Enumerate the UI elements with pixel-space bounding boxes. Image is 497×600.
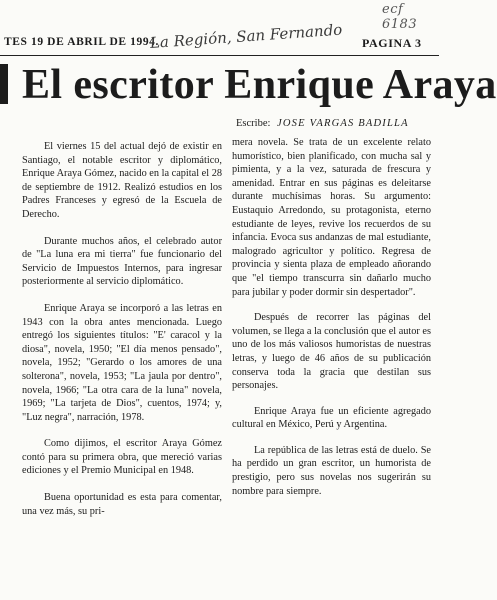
paragraph: Durante muchos años, el celebrado autor de "La luna era mi tierra" fue funcionario del Servicio de Impuestos Internos, para ingresar posteriormente al servicio diplomático. bbox=[22, 235, 222, 288]
byline bbox=[236, 118, 409, 129]
handwritten-source-note: La Región, San Fernando bbox=[149, 20, 343, 52]
byline-prefix: Escribe: bbox=[236, 118, 271, 129]
paragraph: Como dijimos, el escritor Araya Gómez contó para su primera obra, que mereció varias ediciones y el Premio Municipal en 1948. bbox=[22, 438, 222, 477]
left-column bbox=[22, 140, 222, 518]
paragraph: La república de las letras está de duelo. Se ha perdido un gran escritor, un humorista de prestigio, pero sus novelas nos sugerirán su nombre para siempre. bbox=[232, 444, 431, 497]
paragraph: Buena oportunidad es esta para comentar, una vez más, su pri- bbox=[22, 492, 222, 517]
right-column bbox=[232, 136, 431, 498]
paragraph: Enrique Araya fue un eficiente agregado cultural en México, Perú y Argentina. bbox=[232, 405, 431, 431]
paragraph: Después de recorrer las páginas del volumen, se llega a la conclusión que el autor es uno de los más valiosos humoristas de nuestras letras, y luego de 46 años de su publicación conserva toda la gracia que destilan sus personajes. bbox=[232, 312, 432, 392]
byline-author: JOSE VARGAS BADILLA bbox=[277, 118, 409, 129]
archive-mark: ecf 6183 bbox=[382, 2, 418, 32]
article-title: El escritor Enrique Araya bbox=[22, 62, 497, 108]
date-line: TES 19 DE ABRIL DE 1994. bbox=[4, 36, 159, 48]
page-label-text: PAGINA bbox=[362, 36, 412, 50]
page-label bbox=[362, 36, 422, 51]
paragraph: mera novela. Se trata de un excelente relato humorístico, bien planificado, con mucha sal y pimienta, y a la vez, saturada de frescura y amenidad. Entrar en sus páginas es deleitarse durante muchísimas horas. Su argumento: Eustaquio Arredondo, su protagonista, eterno estudiante de leyes, revive los recuerdos de su infancia. Evoca sus andanzas de mal estudiante, malogrado agricultor y político. Regresa de provincia y sienta plaza de empleado añorando que "el tiempo transcurra sin dañarlo mucho para jubilar y poder dormir sin despertador". bbox=[232, 137, 431, 298]
paragraph: El viernes 15 del actual dejó de existir en Santiago, el notable escritor y diplomático, Enrique Araya Gómez, nacido en la capital el 28 de septiembre de 1912. Realizó estudios en los Padres Franceses y egresó de la Escuela de Derecho. bbox=[22, 141, 222, 220]
header-rule bbox=[0, 55, 439, 56]
paragraph: Enrique Araya se incorporó a las letras en 1943 con la obra antes mencionada. Luego entregó los siguientes títulos: "E' caracol y la diosa", novela, 1950; "El día menos pensado", novela, 1952; "Gerardo o los amores de una solterona", novela, 1953; "La jaula por dentro", novela, 1966; "La otra cara de la luna" novela, 1969; "La tarjeta de Dios", cuentos, 1974; y, "Luz negra", narración, 1978. bbox=[22, 302, 222, 423]
title-marker bbox=[0, 64, 8, 104]
page-number: 3 bbox=[415, 36, 422, 50]
